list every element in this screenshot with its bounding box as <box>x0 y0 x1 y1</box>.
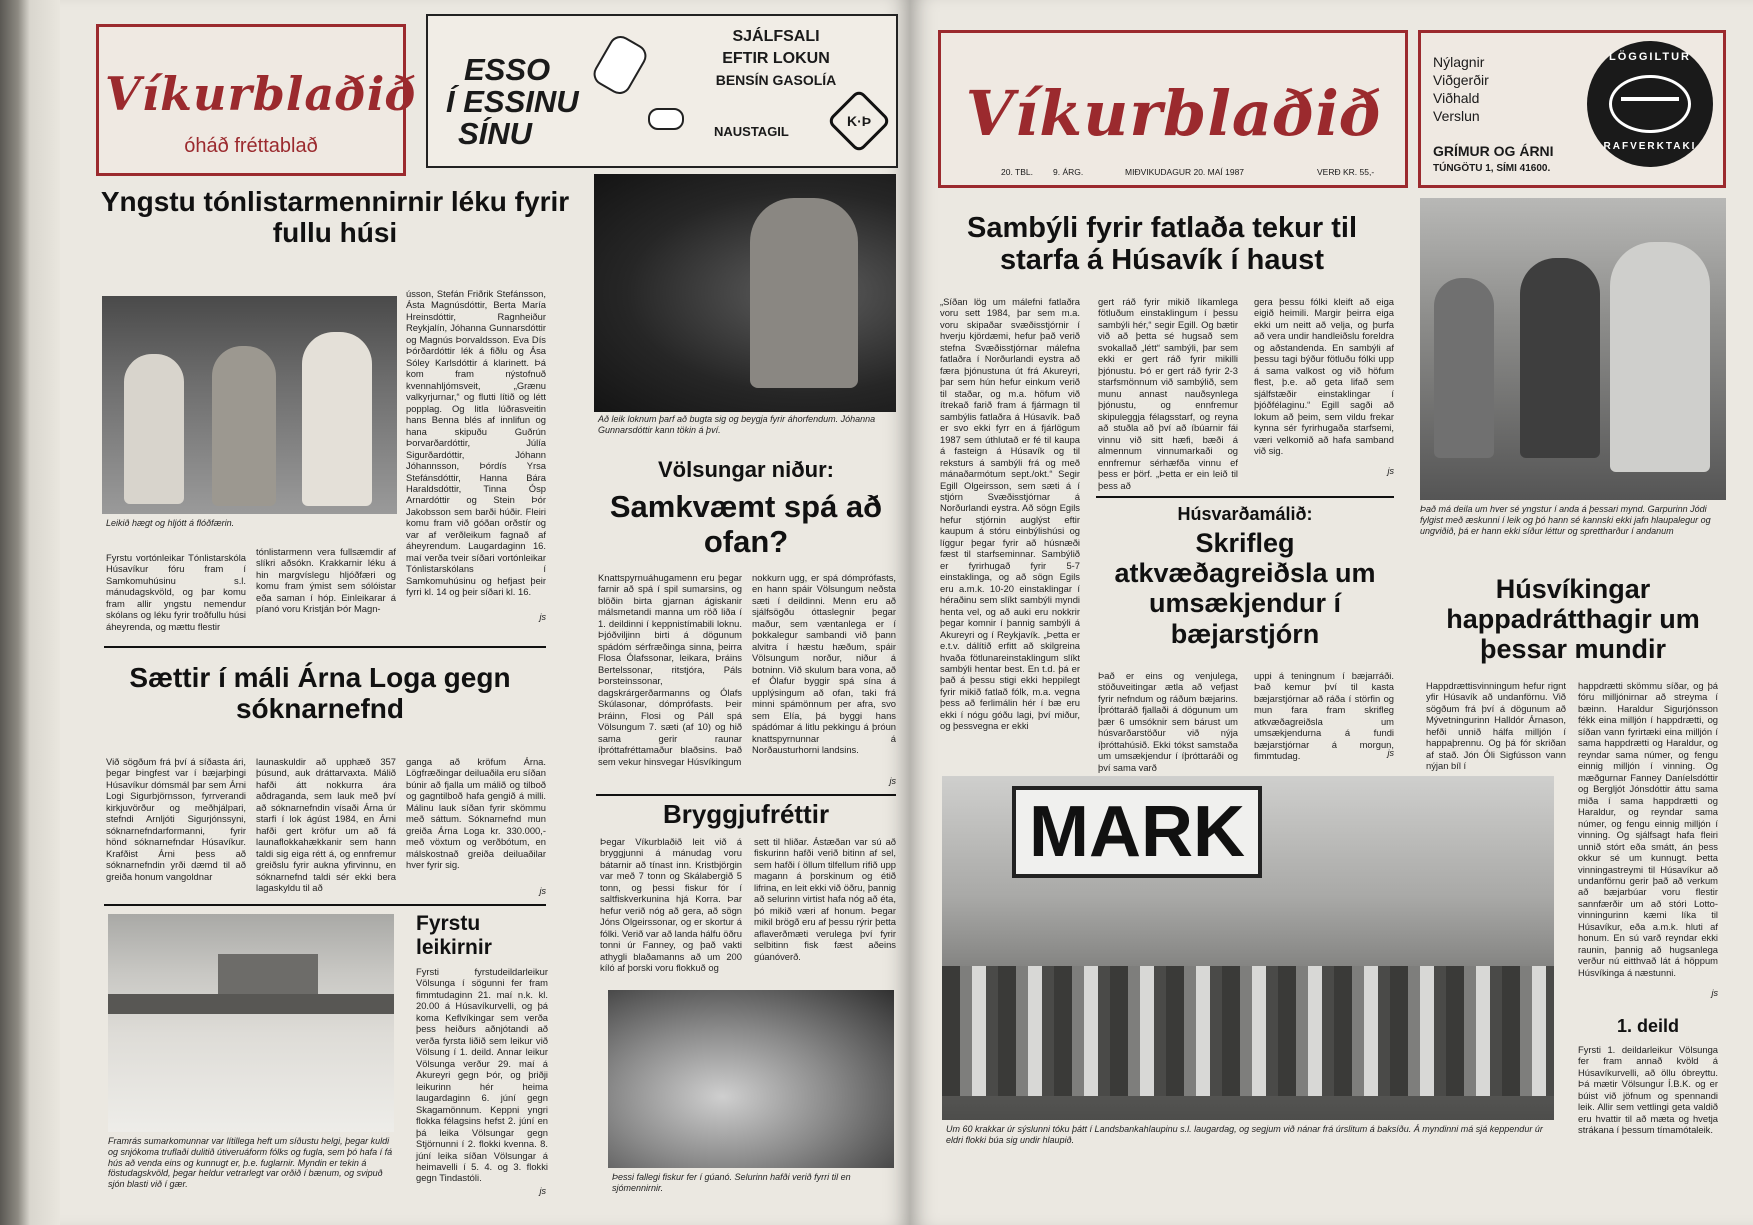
esso-line-3: SÍNU <box>458 116 533 151</box>
kid-figure <box>1434 278 1494 458</box>
location-label: NAUSTAGIL <box>714 124 789 139</box>
snow-photo-caption: Framrás sumarkomunnar var lítillega heft um síðustu helgi, þegar kuldi og snjókoma truflaði dulitið útiveruáform fólks og fugla, sem þó hafa í fá hús að venda eins og kunnugt er, þ.e. fuglarnir. Myndin er tekin á föstudagskvöld, þegar heldur vetrarlegt var orðið í bænum, og svipuð sjón blasti við í gær. <box>108 1136 393 1190</box>
service-3: Viðhald <box>1433 90 1480 106</box>
runners-group <box>942 966 1554 1096</box>
music-signature: js <box>539 612 546 622</box>
husvord-body-col-1: Það er eins og venjulega, stöðuveitingar ætla að vefjast fyrir nefndum og ráðum bæjarins. Íþróttaráð fjallaði á dögunum um þær 6 umsóknir sem bárust um húsvarðarstöður við nýja íþróttahúsið. Ekki tókst samstaða um umsækjendur í íþróttaráði og því sama varð <box>1098 670 1238 773</box>
leikir-headline: Fyrstu leikirnir <box>416 912 492 959</box>
music-body-col-2: tónlistarmenn vera fullsæmdir af slíkri aðsókn. Krakkarnir léku á hin margvíslegu hljóðfæri og komu fram ýmist sem sólóistar eða saman í hóp. Einleikarar á píanó voru Kristján Þór Magn- <box>256 546 396 615</box>
kp-logo-icon <box>826 88 891 153</box>
happdraetti-body-col-1: Happdrættisvinningum hefur rignt yfir Húsavík að undanförnu. Við sögðum frá því á dögunum að Mývetningurinn Halldór Árnason, hefði unnið hálfa milljón í happaþrennu. Og þá fór skriðan af stað. Jón Óli Sigfússon vann nýjan bíl í <box>1426 680 1566 772</box>
electrician-names: GRÍMUR OG ÁRNI <box>1433 143 1554 159</box>
leikir-body: Fyrsti fyrstudeildarleikur Völsunga í sögunni fer fram fimmtudaginn 21. maí n.k. kl. 20.00 á Húsavíkurvelli, og þá koma Keflvíkingar sem verða þess heiðurs aðnjótandi að verða fyrsta liðið sem leikur við Völsung í 1. deild. Annar leikur Völsunga verður 29. maí á Akureyri gegn Þór, og þriðji leikurinn hér heima laugardaginn 6. júní gegn Skagamönnum. Keppni yngri flokka félagsins hefst 2. júní en þá leika Völsungar gegn Stjörnunni í 2. flokki kvenna. 8. júní leika síðan Völsungar á heimavelli í 5. 4. og 3. flokki gegn Tindastóli. <box>416 966 548 1184</box>
seal-top-text: LÖGGILTUR <box>1609 51 1691 63</box>
divider-right-1 <box>1096 496 1394 498</box>
sambyli-headline: Sambýli fyrir fatlaða tekur til starfa á Húsavík í haust <box>966 212 1357 277</box>
football-body-col-1: Knattspyrnuáhugamenn eru þegar farnir að spá í spil sumarsins, og blöðin birta gjarnan ágiskanir málsmetandi manna um röð liða í 1. deildinni í keppnistímabili loknu. Þjóðviljinn birti á dögunum spádóm sérfræðinga sinna, þeirra Flosa Ólafssonar, leikara, Þráins Bertelssonar, ritstjóra, Páls Þorsteinssonar, dagskrárgerðarmanns og Ólafs Skúlasonar, dómprófasts. Þeir Þráinn, Flosi og Páll spá Völsungum 7. sæti (af 10) og hið sama gerir raunar íþróttafréttamaður blaðsins. Það sem vekur hinsvegar Húsvíkingum <box>598 572 742 767</box>
divider-left-3 <box>596 794 896 796</box>
race-photo-caption: Um 60 krakkar úr sýslunni tóku þátt í Landsbankahlaupinu s.l. laugardag, og segjum við nánar frá úrslitum á baksíðu. Á myndinni má sjá keppendur úr eldri flokki búa sig undir hlaupið. <box>946 1124 1543 1145</box>
service-1: Nýlagnir <box>1433 54 1485 70</box>
issue-price: VERÐ KR. 55,- <box>1317 167 1375 177</box>
electrician-ad <box>1418 30 1726 188</box>
fish-photo <box>608 990 894 1168</box>
seal-wave-line <box>1621 97 1679 101</box>
music-photo-caption: Leikið hægt og hljótt á flóðfærin. <box>106 518 235 528</box>
sambyli-body-col-1: „Síðan lög um málefni fatlaðra voru sett 1984, þar sem m.a. voru skipaðar svæðisstjórnir í hverju kjördæmi, hefur það verið stefna Svæðisstjórnar málefna fatlaðra í Norðurlandi eystra að færa þjónustuna út frá Akureyri, þar sem hún hefur einkum verið til staðar, og m.a. höfum við ítrekað farið fram á fjármagn til sambýlis fatlaðra á Húsavík. Það er svo ekki fyrr en á fjárlögum 1987 sem úthlutað er fé til kaupa á fasteign á Húsavík og til reksturs á sambýli frá og með mánaðarmótum sept./okt.“ Segir Egill Olgeirsson, sem sæti á í stjórn Svæðisstjórnar á Norðurlandi eystra. Að sögn Egils hefur stjórnin auglýst eftir kaupum á stóru einbýlishúsi og líggur þegar fyrir að húsnæði fæst til starfseminnar. Sambýlið er fyrirhugað fyrir 5-7 einstaklinga, og að sögn Egils eru a.m.k. 10-20 einstaklingar í héraðinu sem slíkt sambýli myndi henta vel, og að auki eru nokkrir þegar komnir í þannig sambýli á Akureyri og í Reykjavík. „Þetta er e.t.v. dálítið erfitt að skilgreina hvaða fötlunareinstaklingum slíkt sambýli hentar best. En t.d. þá er það á þessu stigi ekki heppilegt fyrir mikið fatlað fólk, m.a. vegna þess að ferlimálin hér í bæ eru ekki í nógu góðu lagi, því miður, og þessvegna er ekki <box>940 296 1080 732</box>
happdraetti-signature: js <box>1711 988 1718 998</box>
bryggju-body-col-1: Þegar Víkurblaðið leit við á bryggjunni á mánudag voru bátarnir að tínast inn. Kristbjörgin var með 7 tonn og Skálabergið 5 tonn, og þessi fiskur fór í saltfiskverkunina hjá Korra. Þar hefur verið nóg að gera, að sögn Jóns Olgeirssonar, og er skortur á fólki. Verið var að landa hálfu öðru tonni úr Fanney, og það vakti athygli blaðamanns að um 200 kíló af þorski voru flokkuð og <box>600 836 742 974</box>
self-service-line-2: EFTIR LOKUN <box>722 50 830 67</box>
esso-ad <box>426 14 898 168</box>
music-headline: Yngstu tónlistarmennirnir léku fyrir fullu húsi <box>100 186 570 249</box>
spectators-photo <box>1420 198 1726 500</box>
bryggju-body-col-2: sett til hliðar. Ástæðan var sú að fiskurinn hafði verið bitinn af sel, sem hafði í öllum tilfellum rifið upp magann á þorskinum og étið lifrina, en leit ekki við öðru, þannig að selurinn virtist hafa nóg að éta, þó mikið væri af honum. Þegar mikil brögð eru af þessu rýrir þetta aflaverðmæti verulega því fyrir selbitinn fisk fæst aðeins gúanóverð. <box>754 836 896 962</box>
issue-number: 20. TBL. <box>1001 167 1033 177</box>
service-2: Viðgerðir <box>1433 72 1489 88</box>
music-body-col-1: Fyrstu vortónleikar Tónlistarskóla Húsavíkur fóru fram í Samkomuhúsinu s.l. mánudagskvöld, og þar komu fram allir yngstu nemendur skólans og léku fyrir troðfullu húsi áheyrenda, og mættu flestir <box>106 552 246 632</box>
player-figure <box>750 198 858 388</box>
masthead-logo-large: Víkurblaðið <box>965 77 1383 150</box>
right-page <box>910 0 1753 1225</box>
football-signature: js <box>889 776 896 786</box>
esso-line-1: ESSO <box>464 52 551 87</box>
masthead-tagline: óháð fréttablað <box>184 135 318 157</box>
leikir-signature: js <box>539 1186 546 1196</box>
football-photo-caption: Að leik loknum þarf að bugta sig og beygja fyrir áhorfendum. Jóhanna Gunnarsdóttir kann tökin á því. <box>598 414 876 435</box>
husvord-body-col-2: uppi á teningnum í bæjarráði. Það kemur því til kasta bæjarstjórnar að ráða í störfin og mun fara fram skrifleg atkvæðagreiðsla um umsækjendurna á fundi bæjarstjórnar á morgun, fimmtudag. <box>1254 670 1394 762</box>
rafverktaki-seal-icon <box>1587 41 1713 167</box>
self-service-line-1: SJÁLFSALI <box>732 28 820 45</box>
self-service-line-3: BENSÍN GASOLÍA <box>715 72 837 88</box>
arni-body-col-3: ganga að kröfum Árna. Lögfræðingar deiluaðila eru síðan búnir að fjalla um málið og tilboð og gagntilboð hafa gengið á milli. Málinu lauk síðan fyrir skömmu með sáttum. Sóknarnefnd mun greiða Árna Loga kr. 330.000,- með vöxtum og verðbótum, en málskostnað greiða deiluaðilar hver fyrir sig. <box>406 756 546 871</box>
hand-icon <box>648 108 684 130</box>
happdraetti-body-col-2: happdrætti skömmu síðar, og þá fóru milljónirnar að streyma í bæinn. Haraldur Sigurjónsson fékk eina milljón í happdrætti, og síðan vann fyrirtæki eina milljón í sama happdrætti og Haraldur, og reyndar sama númer, og fengu einnig milljón í vinning. Og mæðgurnar Fanney Daníelsdóttir og Bergljót Jónsdóttir áttu sama miða í sama happdrætti og Haraldur, og reyndar sama númer, og fengu einnig milljón í vinning. Og sjálfsagt hafa fleiri unnið stórt eða smátt, án þess okkur sé um kunnugt. Þetta vinningastreymi til Húsavíkur að undanförnu gerir það að verkum að bæjarbúar voru flestir sannfærðir um að stóri Lotto-vinningurinn kæmi líka til Húsavíkur, eða a.m.k. hluti af honum. En sú varð reyndar ekki raunin, þannig að hugsanlega verður nú eitthvað lát á höppum Húsvíkinga á næstunni. <box>1578 680 1718 978</box>
seal-inner-ring <box>1609 75 1691 133</box>
divider-left-1 <box>104 646 546 648</box>
sambyli-body-col-2: gert ráð fyrir mikið líkamlega fötluðum einstaklingum í þessu sambýli hér,“ segir Egill. Og bætir við að þetta sé hugsað sem svokallað „létt“ sambýli, þar sem ekki er gert ráð fyrir mikilli þjónustu. Þó er gert ráð fyrir 2-3 starfsmönnum við sambýlið, sem munu annast nauðsynlega þjónustu, og ennfremur skipuleggja félagsstarf, og reyna að stuðla að því að íbúarnir fái vinnu við sitt hæfi, bæði á almennum vinnumarkaði og ennfremur sérhæfða vinnu ef þess er þörf. „Þetta er ein leið til þess að <box>1098 296 1238 491</box>
football-kicker: Völsungar niður: <box>658 457 834 482</box>
child-figure-1 <box>124 354 184 504</box>
sambyli-body-col-3: gera þessu fólki kleift að eiga eigið heimili. Margir þeirra eiga ekki um neitt að velja, og þurfa að vera undir handleiðslu foreldra og aðstandenda. En sambýli af þessu tagi býður fötluðu fólki upp á sama valkost og við höfum flest, þ.e. að geta lifað sem sjálfstæðir einstaklingar í þjóðfélaginu.“ Egill sagði að lokum að þeim, sem vildu frekar kynna sér fyrirhugaða starfsemi, væri velkomið að hafa samband við sig. <box>1254 296 1394 457</box>
old-man-figure <box>1610 242 1710 472</box>
race-photo <box>942 776 1554 1120</box>
deild-body: Fyrsti 1. deildarleikur Völsunga fer fram annað kvöld á Húsavíkurvelli, að öllu óbreyttu. Þá mætir Völsungur Í.B.K. og er búist við jöfnum og spennandi leik. Allir sem vettlingi geta valdið eru hvattir til að mæta og hvetja strákana í þessum tímamótaleik. <box>1578 1044 1718 1136</box>
seal-bottom-text: RAFVERKTAKI <box>1603 141 1697 152</box>
electrician-address: TÚNGÖTU 1, SÍMI 41600. <box>1433 163 1551 174</box>
arni-body-col-2: launaskuldir að upphæð 357 þúsund, auk dráttarvaxta. Málið hafði átt nokkurra ára aðdraganda, sem lauk með því að sóknarnefndin vísaði Árna úr starfi í lok ágúst 1984, en Árni hafði gert kröfur um að fá launaflokkahækkanir sem hann taldi sig eiga rétt á, og ennfremur greiðslu fyrir aukna yfirvinnu, en sóknarnefnd taldi sér ekki bera lagaskyldu til að <box>256 756 396 894</box>
mark-banner <box>1012 786 1262 878</box>
masthead-box-left <box>96 24 417 176</box>
fish-photo-caption: Þessi fallegi fiskur fer í gúanó. Selurinn hafði verið fyrri til en sjómennirnir. <box>612 1172 851 1193</box>
divider-left-2 <box>104 904 546 906</box>
service-4: Verslun <box>1433 108 1480 124</box>
building-shape <box>218 954 318 994</box>
arni-headline: Sættir í máli Árna Loga gegn sóknarnefnd <box>129 662 511 725</box>
music-photo <box>102 296 397 514</box>
mark-banner-text: MARK <box>1029 792 1245 872</box>
husvord-kicker: Húsvarðamálið: <box>1177 504 1313 524</box>
snow-town-photo <box>108 914 394 1132</box>
esso-line-2: Í ESSINU <box>446 84 579 119</box>
deild-headline: 1. deild <box>1616 1016 1679 1036</box>
spectators-photo-caption: Það má deila um hver sé yngstur í anda á þessari mynd. Garpurinn Jódi fylgist með æskunni í leik og þó hann sé kannski ekki jafn hlaupalegur og ungviðið, þá er hann ekki síður léttur og sprettharður í andanum <box>1420 504 1711 536</box>
issue-year: 9. ÁRG. <box>1053 167 1084 177</box>
child-figure-2 <box>212 346 276 506</box>
husvord-signature: js <box>1387 748 1394 758</box>
masthead-logo: Víkurblaðið <box>105 67 417 121</box>
issue-date: MIÐVIKUDAGUR 20. MAÍ 1987 <box>1125 167 1245 177</box>
football-photo <box>594 174 896 412</box>
football-headline: Samkvæmt spá að ofan? <box>609 489 883 559</box>
bryggju-headline: Bryggjufréttir <box>662 799 830 829</box>
happdraetti-headline: Húsvíkingar happadrátthagir um þessar mundir <box>1446 574 1700 665</box>
arni-body-col-1: Við sögðum frá því á síðasta ári, þegar Þingfest var í bæjarþingi Húsavíkur dómsmál þar sem Árni Logi Sigurbjörnsson, fyrrverandi kirkjuvörður og meðhjálpari, stefndi Arnljóti Sigurjónssyni, sóknarnefndarformanni, fyrir hönd sóknarnefndar Húsavíkur. Krafðist Árni þess að sóknarnefndin yrði dæmd til að greiða honum vangoldnar <box>106 756 246 882</box>
left-page <box>60 0 910 1225</box>
football-body-col-2: nokkurn ugg, er spá dómprófasts, en hann spáir Völsungum neðsta sæti í deildinni. Menn eru að sjálfsögðu óttaslegnir þegar maður, sem væntanlega er í þokkalegur sambandi við þann alvitra í hæstu hæðum, spáir Völsungum norður, niður á botninn. Við skulum bara vona, að ef Ólafur byggir spá sína á upplýsingum að ofan, taki frá minni spámönnum per afra, svo sem Elía, þá byggi hans spádómar á litlu pekkingu á þróun knattspyrnunnar á Norðausturhorni landsins. <box>752 572 896 756</box>
child-figure-3 <box>302 332 372 506</box>
music-body-col-3: ússon, Stefán Friðrik Stefánsson, Ásta Magnúsdóttir, Berta María Hreinsdóttir, Ragnheiður Reykjalín, Jóhanna Gunnarsdóttir og Magnús Þorvaldsson. Eva Dís Þórðardóttir lék á fiðlu og Ása Sóley Karlsdóttir á klarinett. Þá kom fram nýstofnuð kvennahljómsveit, „Grænu valkyrjurnar,“ og flutti lítið og létt popplag. Og litla lúðrasveitin hans Benna blés af innlifun og hana skipuðu Guðrún Þorvarðardóttir, Júlía Sigurðardóttir, Jóhann Jóhannsson, Þórdís Yrsa Stefánsdóttir, Hanna Bára Haraldsdóttir, Tinna Ósp Arnardóttir og Stein Þór Jakobsson sem barði húðir. Fleiri komu fram við góðan orðstír og var af verðleikum fagnað af áheyrendum. Laugardaginn 16. maí verða tveir síðari vortónleikar Tónlistarskólans í Samkomuhúsinu og hefjast þeir fyrri kl. 14 og þeir síðari kl. 16. <box>406 288 546 598</box>
oil-can-icon <box>589 32 651 99</box>
kp-logo-text: K·Þ <box>846 113 872 129</box>
masthead-box-right <box>938 30 1408 188</box>
sambyli-signature: js <box>1387 466 1394 476</box>
arni-signature: js <box>539 886 546 896</box>
boy-figure <box>1520 258 1600 458</box>
husvord-headline: Skrifleg atkvæðagreiðsla um umsækjendur í bæjarstjórn <box>1114 528 1376 649</box>
shoreline-shape <box>108 994 394 1014</box>
